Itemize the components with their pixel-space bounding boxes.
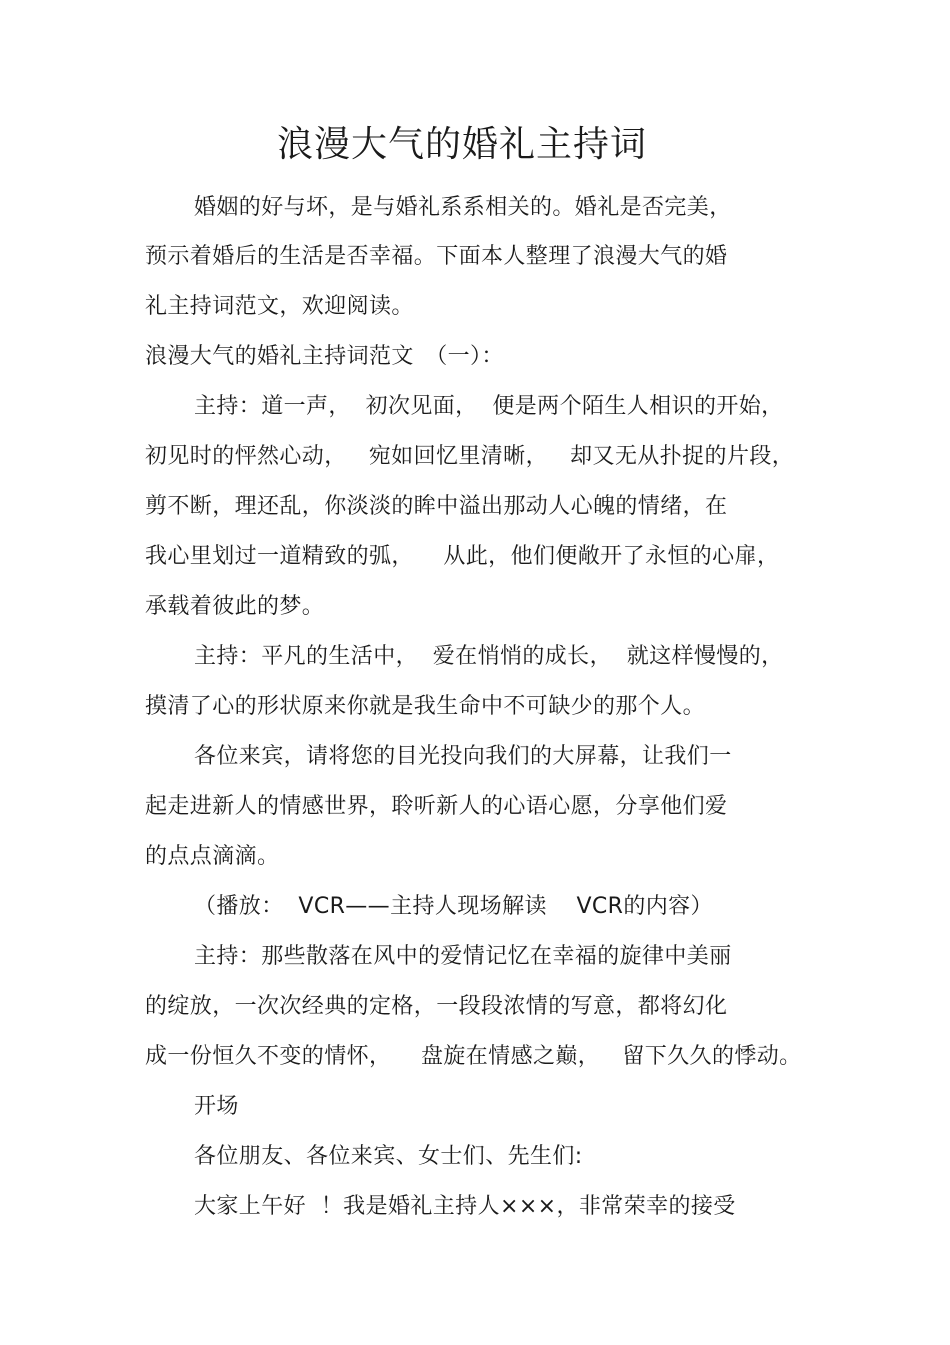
paragraph-line: 各位来宾，请将您的目光投向我们的大屏幕，让我们一: [194, 744, 732, 769]
paragraph-line: 摸清了心的形状原来你就是我生命中不可缺少的那个人。: [145, 694, 706, 719]
paragraph-line: 成一份恒久不变的情怀， 盘旋在情感之巅， 留下久久的悸动。: [145, 1044, 802, 1069]
paragraph-line: 起走进新人的情感世界，聆听新人的心语心愿，分享他们爱: [145, 794, 728, 819]
paragraph-line: （播放： VCR——主持人现场解读 VCR的内容）: [194, 894, 713, 919]
paragraph-line: 的绽放，一次次经典的定格，一段段浓情的写意，都将幻化: [145, 994, 728, 1019]
paragraph-line: 礼主持词范文，欢迎阅读。: [145, 294, 414, 319]
paragraph-line: 大家上午好 ！我是婚礼主持人×××，非常荣幸的接受: [194, 1194, 736, 1219]
paragraph-line: 婚姻的好与坏，是与婚礼系系相关的。婚礼是否完美，: [194, 195, 732, 220]
paragraph-line: 主持：那些散落在风中的爱情记忆在幸福的旋律中美丽: [194, 944, 732, 969]
document-title: 浪漫大气的婚礼主持词: [276, 124, 647, 165]
section-heading: 浪漫大气的婚礼主持词范文 （一）：: [145, 344, 504, 369]
paragraph-line: 剪不断，理还乱，你淡淡的眸中溢出那动人心魄的情绪，在: [145, 494, 728, 519]
paragraph-line: 开场: [194, 1094, 239, 1119]
paragraph-line: 主持：平凡的生活中， 爱在悄悄的成长， 就这样慢慢的，: [194, 644, 784, 669]
paragraph-line: 预示着婚后的生活是否幸福。下面本人整理了浪漫大气的婚: [145, 244, 728, 269]
paragraph-line: 初见时的怦然心动， 宛如回忆里清晰， 却又无从扑捉的片段，: [145, 444, 795, 469]
paragraph-line: 的点点滴滴。: [145, 844, 280, 869]
paragraph-line: 我心里划过一道精致的弧， 从此，他们便敞开了永恒的心扉，: [145, 544, 780, 569]
paragraph-line: 主持：道一声， 初次见面， 便是两个陌生人相识的开始，: [194, 394, 784, 419]
paragraph-line: 承载着彼此的梦。: [145, 594, 325, 619]
paragraph-line: 各位朋友、各位来宾、女士们、先生们:: [194, 1144, 583, 1169]
